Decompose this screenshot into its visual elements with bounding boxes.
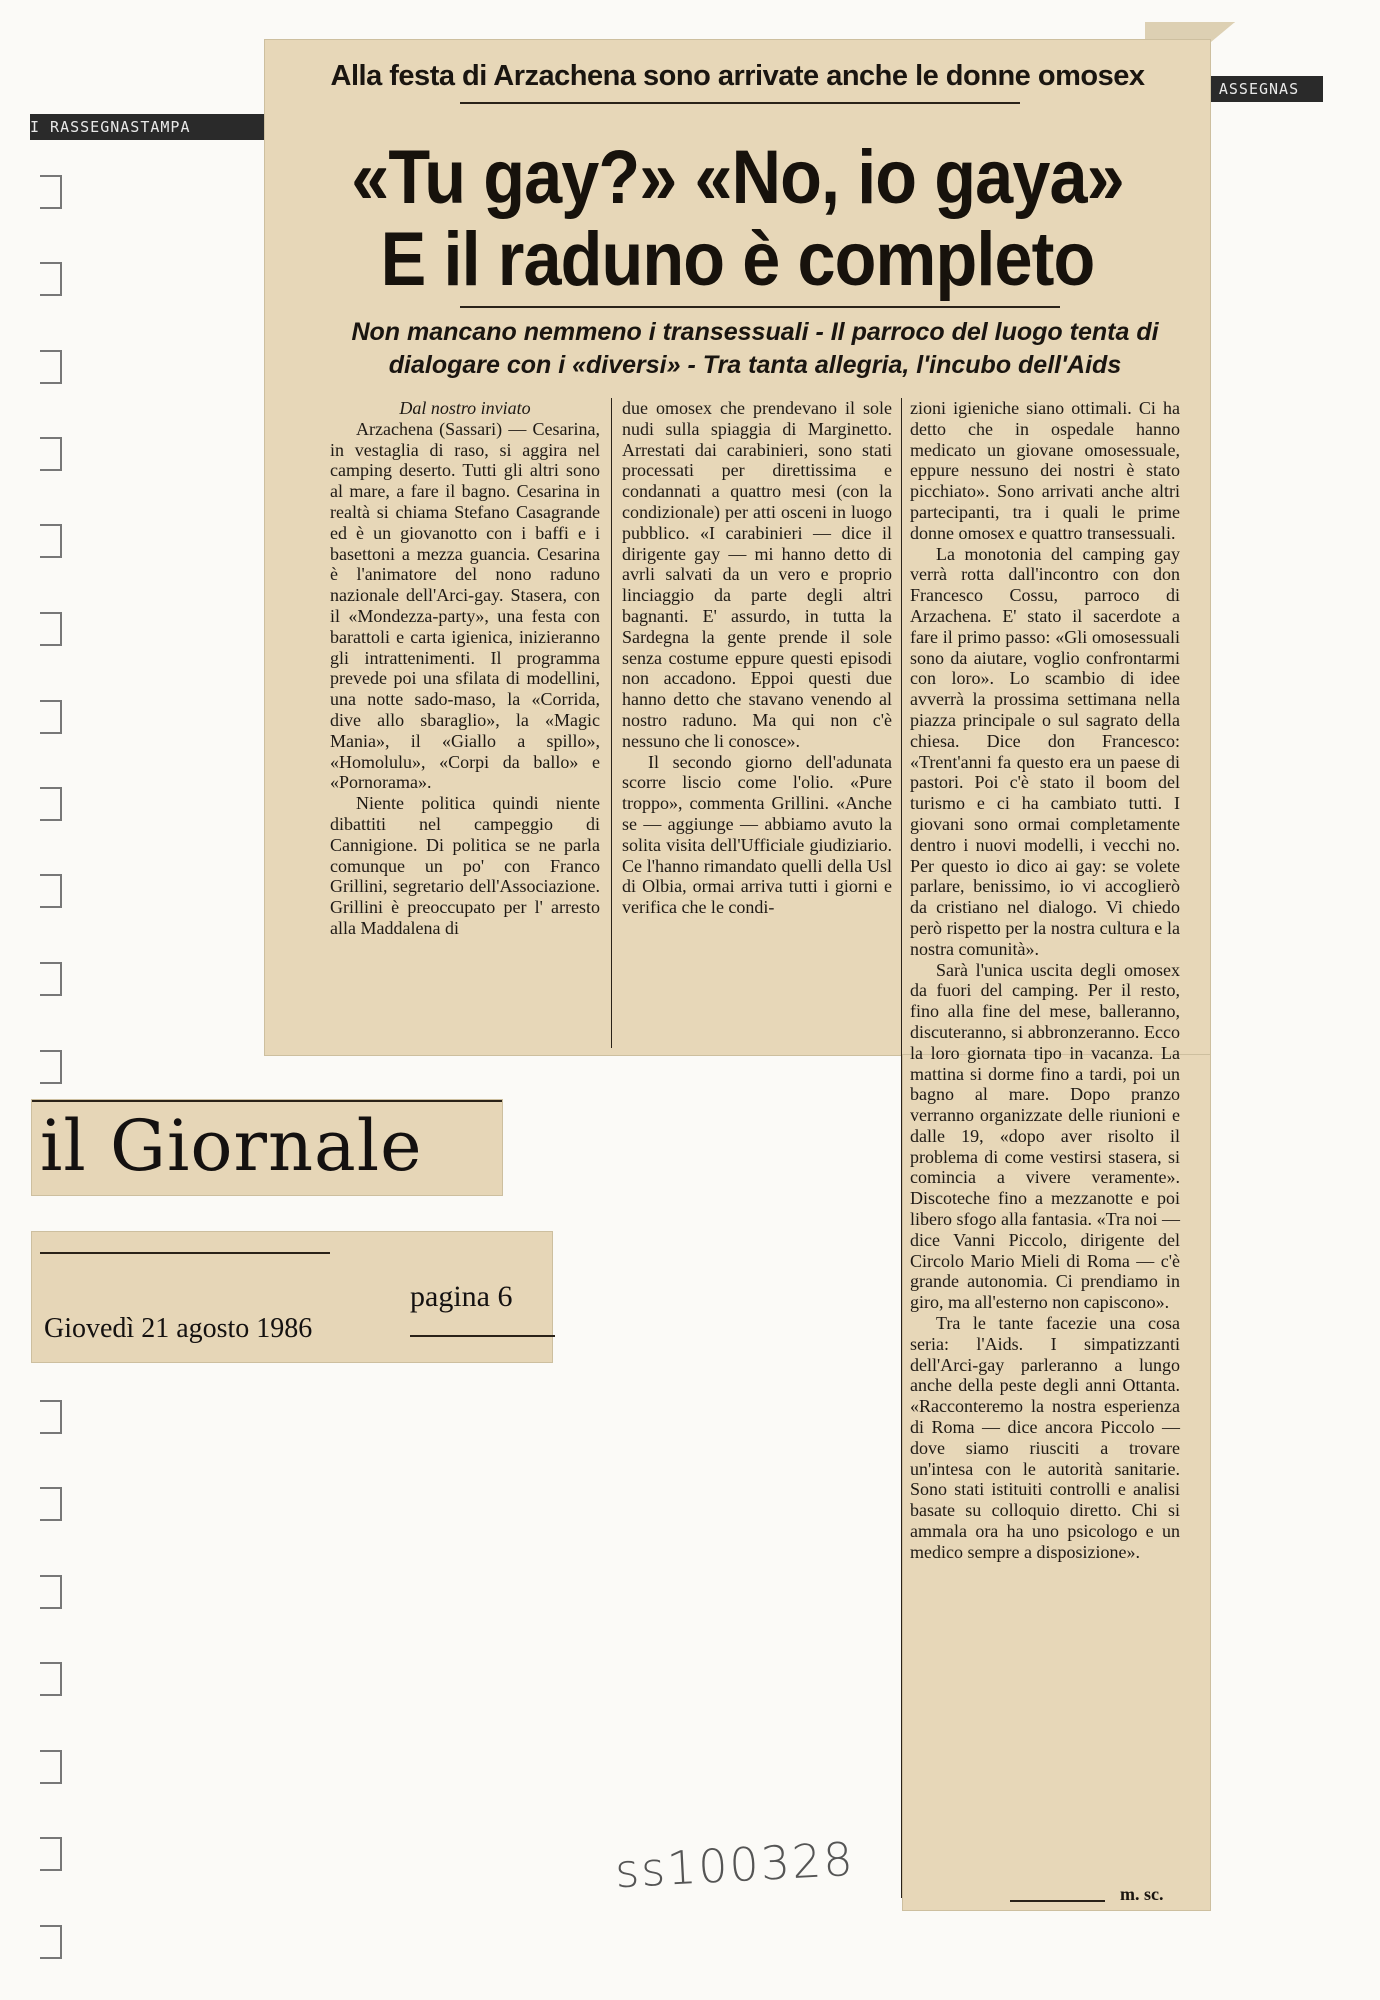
binder-hole: [40, 962, 62, 996]
binder-hole: [40, 437, 62, 471]
byline: Dal nostro inviato: [399, 398, 531, 418]
binder-hole: [40, 1925, 62, 1959]
page-number: pagina 6: [410, 1280, 513, 1313]
rassegna-stamp-left: I RASSEGNASTAMPA: [30, 114, 265, 140]
binder-hole: [40, 1837, 62, 1871]
binder-hole: [40, 1400, 62, 1434]
paragraph: Tra le tante facezie una cosa seria: l'Aids. I simpatizzanti dell'Arci-gay parleranno a lungo anche della peste degli anni Ottanta. «Racconteremo la nostra esperienza di Roma — dice ancora Piccolo — dove siamo riusciti a trovare un'intesa con le autorità sanitarie. Sono stati istituiti controlli e analisi basate su colloquio diretto. Chi si ammala ora ha uno psicologo e un medico sempre a disposizione».: [910, 1313, 1180, 1562]
binder-hole: [40, 1750, 62, 1784]
binder-hole: [40, 1662, 62, 1696]
handwritten-archive-id: ss100328: [613, 1831, 856, 1899]
binder-hole: [40, 350, 62, 384]
paragraph: zioni igieniche siano ottimali. Ci ha detto che in ospedale hanno medicato un giovane omosessuale, eppure nessuno dei nostri è stato picchiato». Sono arrivati anche altri partecipanti, tra i quali le prime donne omosex e quattro transessuali.: [910, 398, 1180, 543]
paragraph: Niente politica quindi niente dibattiti nel campeggio di Cannigione. Di politica se ne parla comunque un po' con Franco Grillini, segretario dell'Associazione. Grillini è preoccupato per l' arresto alla Maddalena di: [330, 793, 600, 938]
newspaper-masthead: il Giornale: [40, 1105, 423, 1187]
binder-hole: [40, 874, 62, 908]
paragraph: Arzachena (Sassari) — Cesarina, in vestaglia di raso, si aggira nel camping deserto. Tutti gli altri sono al mare, a fare il bagno. Cesarina in realtà si chiama Stefano Casagrande ed è un giovanotto con i baffi e i basettoni a mezza guancia. Cesarina è l'animatore del nono raduno nazionale dell'Arci-gay. Stasera, con il «Mondezza-party», una festa con barattoli e carta igienica, inizieranno gli intrattenimenti. Il programma prevede poi una sfilata di modellini, una notte sado-maso, la «Corrida, dive allo sbaraglio», la «Magic Mania», il «Giallo a spillo», «Homolulu», «Corpi da ballo» e «Pornorama».: [330, 418, 600, 793]
article-column-1: [330, 398, 600, 939]
binder-hole: [40, 787, 62, 821]
date-rule: [40, 1252, 330, 1254]
binder-hole: [40, 524, 62, 558]
binder-hole: [40, 262, 62, 296]
headline-line-1: «Tu gay?» «No, io gaya»: [351, 135, 1124, 220]
kicker: Alla festa di Arzachena sono arrivate anche le donne omosex: [330, 60, 1145, 92]
paragraph: Sarà l'unica uscita degli omosex da fuori del camping. Per il resto, fino alla fine del mese, balleranno, discuteranno, si abbronzeranno. Ecco la loro giornata tipo in vacanza. La mattina si dorme fino a tardi, poi un bagno al mare. Dopo pranzo verranno organizzate delle riunioni e dalle 19, «dopo aver risolto il problema di come vestirsi stasera, si comincia a vivere veramente». Discoteche fino a mezzanotte e poi libero sfogo alla fantasia. «Tra noi — dice Vanni Piccolo, dirigente del Circolo Mario Mieli di Roma — c'è grande autonomia. Ci prendiamo in giro, ma all'esterno non capiscono».: [910, 959, 1180, 1313]
paragraph: La monotonia del camping gay verrà rotta dall'incontro con don Francesco Cossu, parroco di Arzachena. E' stato il sacerdote a fare il primo passo: «Gli omosessuali sono da aiutare, voglio confrontarmi con loro». Lo scambio di idee avverrà la prossima settimana nella piazza principale o sul sagrato della chiesa. Dice don Francesco: «Trent'anni fa questo era un paese di pastori. Poi c'è stato il boom del turismo e ci ha cambiato tutti. I giovani sono ormai completamente dentro i nuovi modelli, i vecchi no. Per questo io dico ai gay: se volete parlare, benissimo, io vi accoglierò da cristiano nel dialogo. Vi chiedo però rispetto per la nostra cultura e la nostra comunità».: [910, 543, 1180, 959]
column-separator: [901, 398, 902, 1898]
paragraph: Il secondo giorno dell'adunata scorre liscio come l'olio. «Pure troppo», commenta Grillini. «Anche se — aggiunge — abbiamo avuto la solita visita dell'Ufficiale giudiziario. Ce l'hanno rimandato quelli della Usl di Olbia, ormai arriva tutti i giorni e verifica che le condi-: [622, 751, 892, 918]
rassegna-stamp-right: ASSEGNAS: [1195, 76, 1323, 102]
binder-hole: [40, 1575, 62, 1609]
column-separator: [611, 398, 612, 1048]
page-rule: [410, 1335, 555, 1337]
binder-hole: [40, 612, 62, 646]
author-signature: m. sc.: [1120, 1884, 1164, 1904]
publication-date: Giovedì 21 agosto 1986: [44, 1313, 313, 1344]
masthead-rule-top: [32, 1100, 502, 1102]
headline-line-2: E il raduno è completo: [380, 217, 1095, 302]
article-column-2: [622, 398, 892, 918]
signature-rule: [1010, 1900, 1105, 1902]
binder-hole: [40, 175, 62, 209]
article-column-3: [910, 398, 1180, 1563]
paragraph: due omosex che prendevano il sole nudi sulla spiaggia di Marginetto. Arrestati dai carabinieri, sono stati processati per direttissima e condannati a quattro mesi (con la condizionale) per atti osceni in luogo pubblico. «I carabinieri — dice il dirigente gay — mi hanno detto di avrli salvati da un vero e proprio linciaggio da parte degli altri bagnanti. E' assurdo, in tutta la Sardegna la gente prende il sole senza costume eppure questi episodi non accadono. Eppoi questi due hanno detto che stavano venendo al nostro raduno. Ma qui non c'è nessuno che li conosce».: [622, 398, 892, 751]
binder-hole: [40, 700, 62, 734]
kicker-rule: [460, 102, 1020, 104]
binder-hole: [40, 1487, 62, 1521]
subtitle: Non mancano nemmeno i transessuali - Il parroco del luogo tenta di dialogare con i «diversi» - Tra tanta allegria, l'incubo dell'Aids: [351, 318, 1159, 379]
headline-rule: [460, 306, 1060, 308]
binder-hole: [40, 1050, 62, 1084]
